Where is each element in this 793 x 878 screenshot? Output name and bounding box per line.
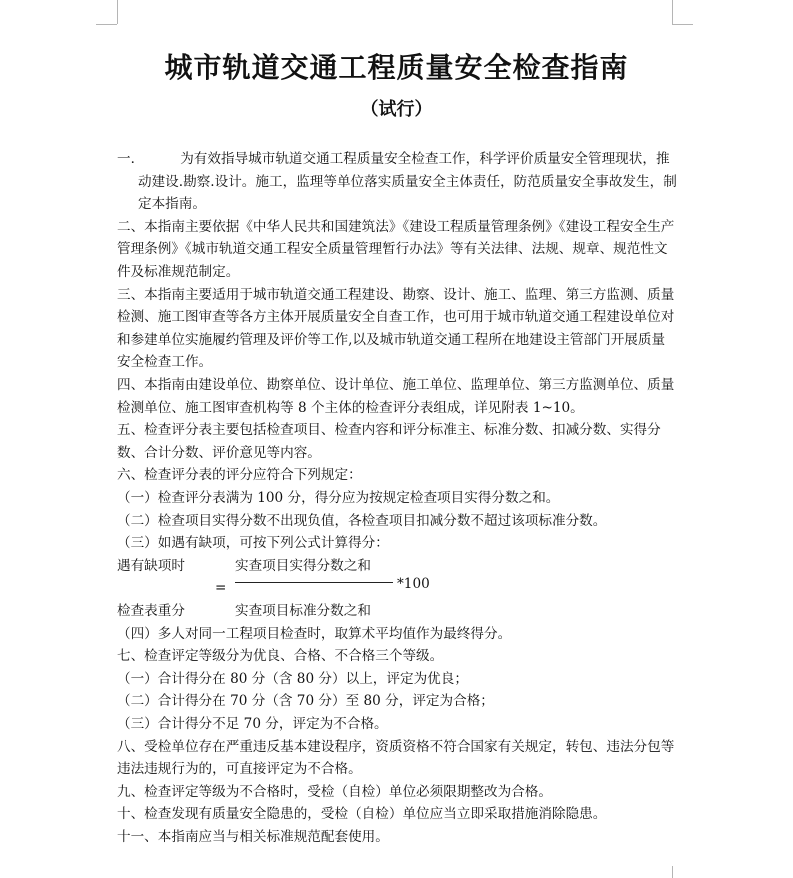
paragraph-7-3: （三）合计得分不足 70 分，评定为不合格。: [117, 716, 388, 733]
margin-mark-top-right: [672, 0, 673, 24]
margin-mark-top-left: [117, 0, 118, 24]
paragraph-7: 七、检查评定等级分为优良、合格、不合格三个等级。: [117, 648, 444, 665]
formula-equals: =: [215, 579, 227, 596]
paragraph-1: [117, 148, 677, 216]
paragraph-4: 四、本指南由建设单位、勘察单位、设计单位、施工单位、监理单位、第三方监测单位、质量检测单位、施工图审查机构等 8 个主体的检查评分表组成，详见附表 1~10。: [117, 376, 675, 416]
document-subtitle: （试行）: [360, 99, 433, 120]
margin-mark-top-right-horizontal: [672, 24, 693, 25]
formula-multiplier: *100: [397, 575, 430, 592]
formula-numerator: 实查项目实得分数之和: [235, 557, 371, 574]
paragraph-7-2: （二）合计得分在 70 分（含 70 分）至 80 分，评定为合格；: [117, 693, 494, 710]
paragraph-8: 八、受检单位存在严重违反基本建设程序，资质资格不符合国家有关规定，转包、违法分包等违法违规行为的，可直接评定为不合格。: [117, 738, 675, 778]
paragraph-3: 三、本指南主要适用于城市轨道交通工程建设、勘察、设计、施工、监理、第三方监测、质量检测、施工图审查等各方主体开展质量安全自查工作，也可用于城市轨道交通工程建设单位对和参建单位实施履约管理及评价等工作,以及城市轨道交通工程所在地建设主管部门开展质量安全检查工作。: [117, 286, 675, 371]
paragraph-10: 十、检查发现有质量安全隐患的，受检（自检）单位应当立即采取措施消除隐患。: [117, 806, 607, 823]
margin-mark-top-left-horizontal: [96, 24, 117, 25]
paragraph-11: 十一、本指南应当与相关标准规范配套使用。: [117, 829, 389, 846]
paragraph-5: 五、检查评分表主要包括检查项目、检查内容和评分标准主、标准分数、扣减分数、实得分数、合计分数、评价意见等内容。: [117, 422, 661, 461]
paragraph-7-1: （一）合计得分在 80 分（含 80 分）以上，评定为优良；: [117, 670, 468, 687]
paragraph-1-number: 一．: [117, 151, 145, 167]
document-body: [117, 148, 677, 849]
paragraph-6: 六、检查评分表的评分应符合下列规定：: [117, 467, 362, 484]
margin-mark-bottom-right: [672, 866, 673, 878]
paragraph-6-4: （四）多人对同一工程项目检查时，取算术平均值作为最终得分。: [117, 625, 512, 642]
paragraph-6-2: （二）检查项目实得分数不出现负值，各检查项目扣减分数不超过该项标准分数。: [117, 512, 607, 529]
score-formula: [117, 555, 677, 623]
paragraph-2: 二、本指南主要依据《中华人民共和国建筑法》《建设工程质量管理条例》《建设工程安全生产管理条例》《城市轨道交通工程安全质量管理暂行办法》等有关法律、法规、规章、规范性文件及标准规范制定。: [117, 218, 675, 280]
document-title: 城市轨道交通工程质量安全检查指南: [164, 51, 629, 84]
paragraph-1-text: 为有效指导城市轨道交通工程质量安全检查工作，科学评价质量安全管理现状，推动建设.勘察.设计。施工，监理等单位落实质量安全主体责任，防范质量安全事故发生，制定本指南。: [138, 151, 677, 213]
paragraph-9: 九、检查评定等级为不合格时，受检（自检）单位必须限期整改为合格。: [117, 783, 552, 800]
formula-left-top: 遇有缺项时: [117, 557, 185, 574]
paragraph-6-3: （三）如遇有缺项，可按下列公式计算得分：: [117, 535, 389, 552]
paragraph-6-1: （一）检查评分表满为 100 分，得分应为按规定检查项目实得分数之和。: [117, 489, 560, 506]
formula-denominator: 实查项目标准分数之和: [235, 602, 371, 619]
formula-left-bottom: 检查表重分: [117, 602, 185, 619]
formula-fraction-line: [235, 582, 393, 583]
